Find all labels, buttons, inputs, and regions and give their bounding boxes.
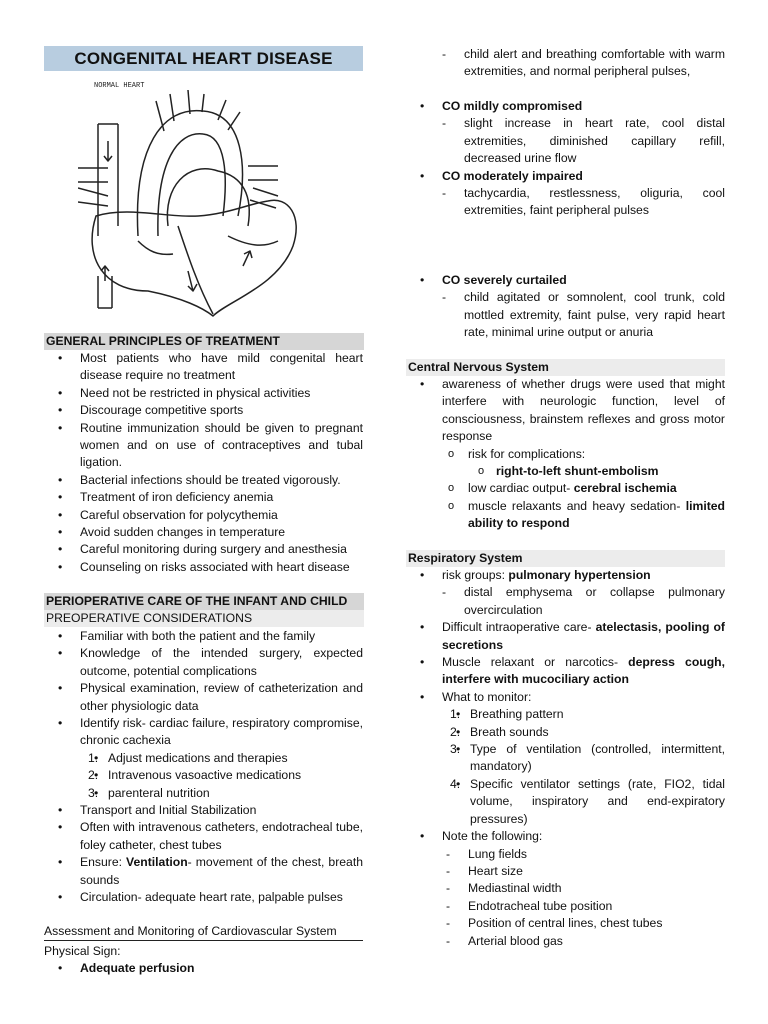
list-item: • Familiar with both the patient and the family [44,628,363,645]
list-item: • Often with intravenous catheters, endotracheal tube, foley catheter, chest tubes [44,819,363,854]
monitor-list [442,706,725,828]
list-item: • CO mildly compromised - slight increase in heart rate, cool distal extremities, diminished capillary refill, decreased urine flow [406,98,725,168]
normal-heart-illustration [78,76,328,328]
co-intro [442,46,725,81]
note-item: - Mediastinal width [446,880,725,897]
cns-heading: Central Nervous System [406,359,725,376]
numbered-item: • 3. Type of ventilation (controlled, intermittent, mandatory) [442,741,725,776]
physical-sign-list [44,960,363,977]
list-item: • CO severely curtailed - child agitated or somnolent, cool trunk, cold mottled extremity, faint pulse, very rapid heart rate, minimal urine output or anuria [406,272,725,342]
list-item: • Careful monitoring during surgery and anesthesia [44,541,363,558]
list-item: • Physical examination, review of catheterization and other physiologic data [44,680,363,715]
note-list [446,846,725,950]
physical-sign-label: Physical Sign: [44,944,121,958]
respiratory-list [406,567,725,950]
note-item: - Lung fields [446,846,725,863]
list-item: • Careful observation for polycythemia [44,507,363,524]
numbered-item: • 3. parenteral nutrition [80,785,363,802]
list-item: • Treatment of iron deficiency anemia [44,489,363,506]
sub-item: o risk for complications: o right-to-left shunt-embolism [442,446,725,481]
general-principles-heading: GENERAL PRINCIPLES OF TREATMENT [44,333,364,350]
list-item: • What to monitor: • 1. Breathing pattern • 2. Breath sounds • 3. Type of ventilation (controlled, intermittent, mandatory) • 4. Specific ventilator settings (rate, FIO2, tidal volume, inspiratory and end-expiratory pressures) [406,689,725,828]
numbered-item: • 2. Intravenous vasoactive medications [80,767,363,784]
list-item: • awareness of whether drugs were used that might interfere with neurologic function, level of consciousness, brainstem reflexes and gross motor response o risk for complications: o right-to-left shunt-embolism o low cardiac output- cerebral ischemia o muscle relaxants and heavy sedation- limited ability to respond [406,376,725,533]
list-item: • Need not be restricted in physical activities [44,385,363,402]
list-item: • Knowledge of the intended surgery, expected outcome, potential complications [44,645,363,680]
list-item: • CO moderately impaired - tachycardia, restlessness, oliguria, cool extremities, faint peripheral pulses [406,168,725,220]
cns-list [406,376,725,533]
list-item: • Circulation- adequate heart rate, palpable pulses [44,889,363,906]
shunt-item: o right-to-left shunt-embolism [472,463,725,480]
list-item: • Difficult intraoperative care- atelectasis, pooling of secretions [406,619,725,654]
list-item: - child alert and breathing comfortable with warm extremities, and normal peripheral pulses, [442,46,725,81]
assessment-heading: Assessment and Monitoring of Cardiovascular System [44,923,363,941]
sub-item: o muscle relaxants and heavy sedation- limited ability to respond [442,498,725,533]
list-item: • Transport and Initial Stabilization [44,802,363,819]
list-item [44,715,363,802]
perioperative-heading: PERIOPERATIVE CARE OF THE INFANT AND CHILD [44,593,364,610]
note-item: - Heart size [446,863,725,880]
figure-label: NORMAL HEART [94,82,145,90]
cardiac-output-list [406,98,725,220]
risk-sub: - distal emphysema or collapse pulmonary overcirculation [442,584,725,619]
list-item: • Discourage competitive sports [44,402,363,419]
general-principles-list [44,350,363,576]
preoperative-subheading: PREOPERATIVE CONSIDERATIONS [44,610,364,627]
numbered-list [80,750,363,802]
list-item: • risk groups: pulmonary hypertension - distal emphysema or collapse pulmonary overcirculation [406,567,725,619]
list-item: • Muscle relaxant or narcotics- depress cough, interfere with mucociliary action [406,654,725,689]
sub-item: o low cardiac output- cerebral ischemia [442,480,725,497]
respiratory-heading: Respiratory System [406,550,725,567]
note-item: - Position of central lines, chest tubes [446,915,725,932]
co-moderate-desc: - tachycardia, restlessness, oliguria, cool extremities, faint peripheral pulses [442,185,725,220]
co-severe-desc: - child agitated or somnolent, cool trunk, cold mottled extremity, faint pulse, very rapid heart rate, minimal urine output or anuria [442,289,725,341]
list-item: • Adequate perfusion [44,960,363,977]
co-mild-desc: - slight increase in heart rate, cool distal extremities, diminished capillary refill, decreased urine flow [442,115,725,167]
note-item: - Arterial blood gas [446,933,725,950]
numbered-item: • 1. Breathing pattern [442,706,725,723]
list-item: • Avoid sudden changes in temperature [44,524,363,541]
numbered-item: • 4. Specific ventilator settings (rate, FIO2, tidal volume, inspiratory and end-expiratory pressures) [442,776,725,828]
document-title: CONGENITAL HEART DISEASE [44,46,363,71]
note-item: - Endotracheal tube position [446,898,725,915]
numbered-item: • 1. Adjust medications and therapies [80,750,363,767]
list-item: • Most patients who have mild congenital heart disease require no treatment [44,350,363,385]
numbered-item: • 2. Breath sounds [442,724,725,741]
cardiac-output-severe [406,272,725,342]
preoperative-list [44,628,363,907]
list-item: • Bacterial infections should be treated vigorously. [44,472,363,489]
list-item: • Counseling on risks associated with heart disease [44,559,363,576]
list-item: • Ensure: Ventilation- movement of the chest, breath sounds [44,854,363,889]
risk-text: Identify risk- cardiac failure, respiratory compromise, chronic cachexia [80,716,363,748]
list-item: • Routine immunization should be given to pregnant women and on use of contraceptives and tubal ligation. [44,420,363,472]
ventilation-bold: Ventilation [126,855,188,870]
list-item: • Note the following: - Lung fields - Heart size - Mediastinal width - Endotracheal tube position - Position of central lines, chest tubes - Arterial blood gas [406,828,725,950]
